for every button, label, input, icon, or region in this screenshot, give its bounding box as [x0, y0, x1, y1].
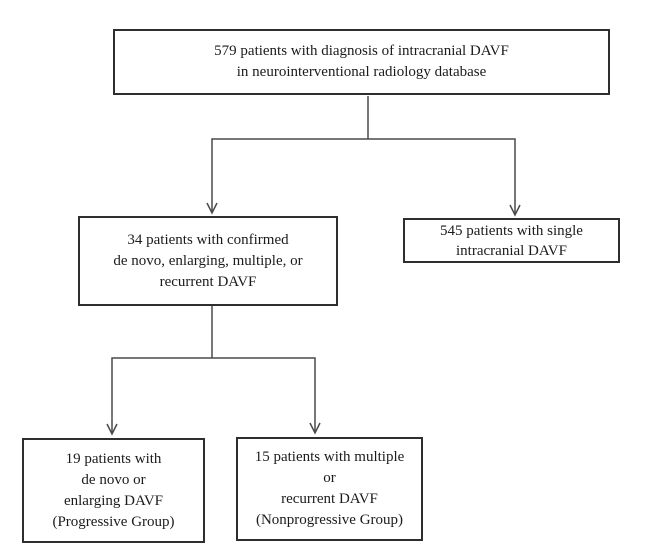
flow-box-single-line-2: intracranial DAVF — [456, 242, 567, 259]
flow-box-progressive-line-4: (Progressive Group) — [52, 513, 175, 530]
flow-box-nonprogressive-line-2: or — [323, 470, 336, 486]
flow-box-database-line-2: in neurointerventional radiology database — [236, 64, 487, 80]
flow-box-database-line-1: 579 patients with diagnosis of intracranial DAVF — [214, 43, 509, 59]
flow-box-database — [113, 29, 610, 95]
connector-split-1 — [212, 139, 515, 214]
flow-box-confirmed-line-2: de novo, enlarging, multiple, or — [113, 252, 303, 269]
flow-box-progressive-line-2: de novo or — [81, 471, 146, 488]
flow-box-single — [403, 218, 620, 263]
flow-box-single-line-1: 545 patients with single — [440, 222, 583, 239]
flow-box-nonprogressive-line-1: 15 patients with multiple — [254, 449, 405, 465]
connector-split-2 — [112, 358, 315, 433]
flow-box-confirmed-line-3: recurrent DAVF — [159, 273, 257, 290]
flow-box-confirmed — [78, 216, 338, 306]
flow-box-nonprogressive-line-4: (Nonprogressive Group) — [255, 512, 404, 528]
flow-box-progressive-line-1: 19 patients with — [65, 450, 162, 467]
flow-box-nonprogressive-line-3: recurrent DAVF — [281, 491, 378, 507]
flow-box-progressive-line-3: enlarging DAVF — [63, 492, 164, 509]
flow-box-progressive — [22, 438, 205, 543]
flow-box-confirmed-line-1: 34 patients with confirmed — [127, 231, 289, 248]
flow-box-nonprogressive — [236, 437, 423, 541]
